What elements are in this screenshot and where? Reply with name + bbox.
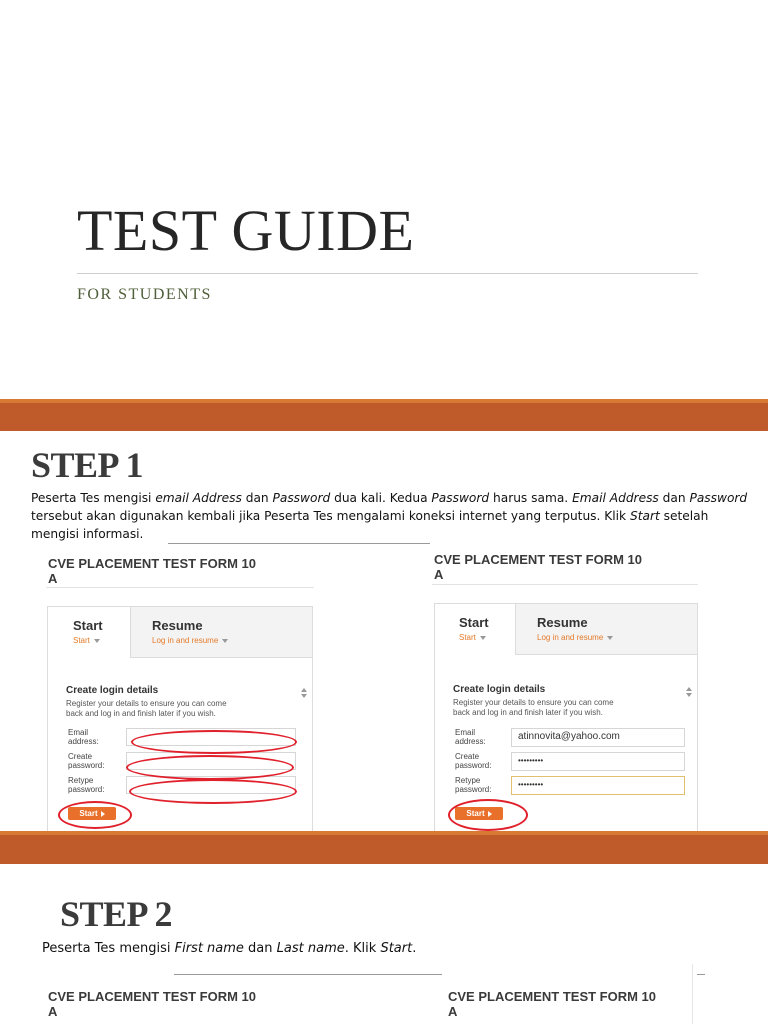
form-note: Register your details to ensure you can come back and log in and finish later if you wish.: [453, 698, 614, 717]
chevron-down-icon: [480, 636, 486, 640]
step2-description: Peserta Tes mengisi First name dan Last name. Klik Start.: [42, 941, 417, 956]
step1-screenshot-empty: [44, 548, 320, 833]
form-title: CVE PLACEMENT TEST FORM 10 A: [48, 556, 257, 586]
start-button[interactable]: Start: [68, 807, 116, 820]
highlight-ring-create: [126, 755, 294, 780]
slide-separator-2: [0, 831, 768, 864]
chevron-down-icon: [222, 639, 228, 643]
retype-password-label: Retype password:: [68, 776, 105, 794]
screenshot-border-right: [692, 964, 693, 1024]
highlight-ring-start: [58, 801, 132, 829]
slide-separator-1: [0, 399, 768, 431]
retype-password-field[interactable]: •••••••••: [511, 776, 685, 795]
step2-divider: [174, 974, 442, 975]
form-title: CVE PLACEMENT TEST FORM 10 A: [48, 989, 257, 1019]
step2-screenshot-left: [44, 978, 316, 1024]
form-title: CVE PLACEMENT TEST FORM 10 A: [448, 989, 657, 1019]
step2-divider-right: [697, 974, 705, 975]
scroll-arrows-icon[interactable]: [300, 687, 308, 699]
step2-heading: STEP 2: [60, 894, 173, 934]
scroll-arrows-icon[interactable]: [685, 686, 693, 698]
step1-description: Peserta Tes mengisi email Address dan Password dua kali. Kedua Password harus sama. Email Address dan Password tersebut akan digunakan kembali jika Peserta Tes mengalami koneksi internet yang terputus. Klik Start setelah mengisi informasi.: [31, 491, 748, 541]
email-field[interactable]: atinnovita@yahoo.com: [511, 728, 685, 747]
highlight-ring-start: [448, 799, 528, 831]
section-title: Create login details: [66, 685, 159, 696]
email-label: Email address:: [455, 728, 486, 746]
page-subtitle: FOR STUDENTS: [77, 286, 212, 303]
retype-password-label: Retype password:: [455, 776, 492, 794]
title-divider: [77, 273, 698, 274]
start-button[interactable]: Start: [455, 807, 503, 820]
form-title: CVE PLACEMENT TEST FORM 10 A: [434, 552, 643, 582]
tab-resume[interactable]: Resume Log in and resume: [515, 604, 697, 655]
highlight-ring-retype: [129, 779, 297, 804]
step1-screenshot-filled: [430, 545, 702, 833]
section-title: Create login details: [453, 684, 546, 695]
tab-resume[interactable]: Resume Log in and resume: [130, 607, 312, 658]
step2-screenshot-right: [444, 978, 692, 1024]
chevron-down-icon: [94, 639, 100, 643]
highlight-ring-email: [131, 730, 297, 754]
create-password-label: Create password:: [455, 752, 492, 770]
step1-heading: STEP 1: [31, 445, 144, 485]
create-password-field[interactable]: •••••••••: [511, 752, 685, 771]
tab-start[interactable]: Start Start: [48, 607, 131, 658]
step1-divider: [168, 543, 430, 544]
create-password-label: Create password:: [68, 752, 105, 770]
chevron-down-icon: [607, 636, 613, 640]
form-note: Register your details to ensure you can come back and log in and finish later if you wish.: [66, 699, 227, 718]
tab-start[interactable]: Start Start: [435, 604, 516, 655]
form-panel: [434, 603, 698, 833]
page-title: TEST GUIDE: [77, 198, 415, 263]
email-label: Email address:: [68, 728, 99, 746]
